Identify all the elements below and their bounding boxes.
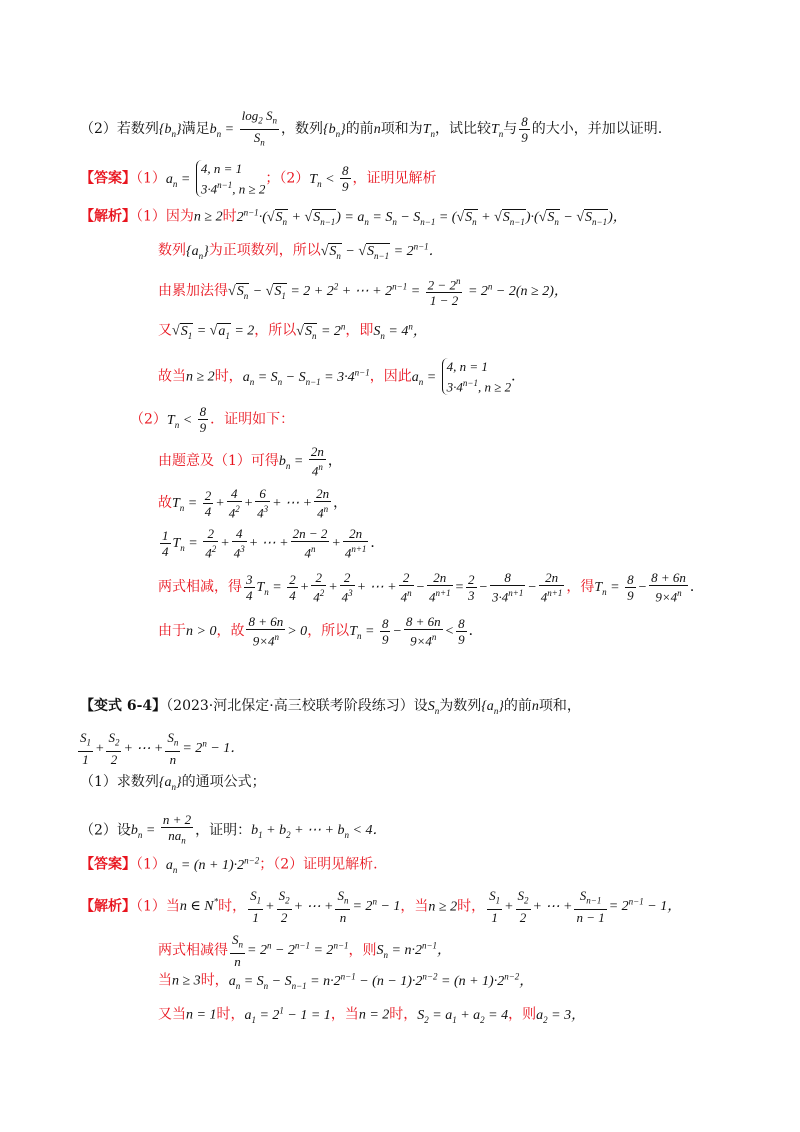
math: $a_n = S_n - S_{n-1} = 3\cdot 4^{n-1}$ [242, 367, 370, 387]
math: $√S_n - √S_1 = 2 + 2^2$ + ⋯ + $2^{n-1}$ = [228, 281, 424, 301]
math: n ≥ 2 [193, 209, 223, 225]
variant-q1: （1）求数列$\{a_n\}$的通项公式； [80, 774, 266, 792]
variant-analysis-3: 当n ≥ 3时，$a_n = S_n - S_{n-1} = n\cdot 2^{n-1} - (n - 1)\cdot 2^{n-2} = (n + 1)\cdot 2^{n-2}$， [158, 971, 534, 991]
analysis-line-3: 由累加法得$√S_n - √S_1 = 2 + 2^2$ + ⋯ + $2^{n-1}$ = $\frac{2 - 2^n}{1 - 2}$ = $2^n - 2(n \ge 2)$， [158, 276, 568, 309]
math: $T_n$ = [172, 496, 201, 513]
math-fraction: $\frac{2n}{4^n}$ [310, 444, 324, 479]
math: $T_n$ < [309, 171, 339, 189]
variant-equation: $\frac{S_1}{1}$ + $\frac{S_2}{2}$ + ⋯ + $\frac{S_n}{n}$ = $2^n - 1$． [80, 730, 245, 767]
math-fraction: $\frac{8}{9}$ [521, 113, 528, 145]
variant-header: 【变式 6-4】（2023·河北保定·高三校联考阶段练习）设$S_n$为数列$\{a_n\}$的前n项和， [80, 698, 581, 716]
analysis-line-9: $\frac{1}{4}$ $T_n$ = $\frac{2}{4^2}$ + $\frac{4}{4^3}$ + ⋯ + $\frac{2n - 2}{4^n}$ + $\frac{2n}{4^{n+1}}$ ． [162, 526, 385, 561]
math-fraction: $\frac{8}{9}$ [342, 163, 349, 195]
math: $a_n$ = [411, 369, 440, 387]
math: $S_n = 4^n$， [373, 321, 427, 341]
math-cases: 4, n = 1 $3\cdot 4^{n-1}$, n ≥ 2 [442, 358, 511, 395]
answer-block: 【答案】$(1)a_n$ = 4, n = 1 $3\cdot 4^{n-1}$, n ≥ 2 ；$(2)T_n$ < $\frac{8}{9}$ ，证明见解析 [80, 161, 437, 197]
math: n [373, 122, 381, 138]
question-2: （2）若数列$\{b_n\}$满足$b_n$ = $\frac{\log_2 S_n}{S_n}$ ，数列$\{b_n\}$的前n项和为$T_n$，试比较$T_n$与 $\frac{8}{9}$ 的大小，并加以证明. [80, 108, 662, 150]
math: $\{b_n\}$ [322, 122, 346, 139]
variant-analysis-1: 【解析】（1）当n ∈ N*时， $\frac{S_1}{1}$ + $\frac{S_2}{2}$ + ⋯ + $\frac{S_n}{n}$ = $2^n - 1$，当n ≥ 2时， $\frac{S_1}{1}$ + $\frac{S_2}{2}$ + ⋯ + $\frac{S_{n-1}}{n - 1}$ = $2^{n-1} - 1$， [80, 888, 682, 925]
math: n [531, 699, 539, 714]
math-cases: 4, n = 1 $3\cdot 4^{n-1}$, n ≥ 2 [196, 160, 265, 197]
math: $\{a_n\}$ [481, 699, 504, 716]
math: $b_1 + b_2$ + ⋯ + $b_n < 4$． [251, 823, 387, 841]
math: $b_n$ = [278, 454, 307, 471]
analysis-line-10: 两式相减，得 $\frac{3}{4}$ $T_n$ = $\frac{2}{4}$ + $\frac{2}{4^2}$ + $\frac{2}{4^3}$ + ⋯ + $\frac{2}{4^n}$ − $\frac{2n}{4^{n+1}}$ = $\frac{2}{3}$ − $\frac{8}{3\cdot 4^{n+1}}$ − $\frac{2n}{4^{n+1}}$ ，得$T_n$ = $\frac{8}{9}$ − $\frac{8 + 6n}{9\times 4^n}$ ． [158, 570, 704, 605]
math: $\{a_n\}$ [186, 243, 209, 261]
analysis-line-4: 又$√S_1 = √a_1 = 2$，所以$√S_n = 2^n$，即$S_n = 4^n$， [158, 321, 427, 341]
math: n ≥ 2 [186, 369, 215, 385]
math-fraction: $\frac{\log_2 S_n}{S_n}$ [240, 108, 279, 150]
math: $\{a_n\}$ [158, 775, 182, 792]
math: n > 0 [186, 624, 217, 640]
math: $√S_n - √S_{n-1} = 2^{n-1}$． [320, 241, 443, 261]
math: $a_n = (n + 1)\cdot 2^{n-2}$ [165, 855, 260, 875]
math: $S_n$ [427, 699, 440, 716]
math-fraction: $\frac{8}{9}$ [199, 404, 207, 435]
variant-analysis-2: 两式相减得 $\frac{S_n}{n}$ = $2^n - 2^{n-1} = 2^{n-1}$，则$S_n = n\cdot 2^{n-1}$， [158, 932, 452, 969]
math: $2^{n-1}\cdot(√S_n + √S_{n-1}) = a_n = S_n - S_{n-1} = (√S_n + √S_{n-1})\cdot(√S_n - √S_{n-1})$， [236, 207, 627, 227]
math: $a_n$ = [165, 171, 194, 189]
analysis-line-8: 故$T_n$ = $\frac{2}{4}$ + $\frac{4}{4^2}$ + $\frac{6}{4^3}$ + ⋯ + $\frac{2n}{4^n}$ ， [158, 486, 348, 521]
math: $T_n$ < [166, 412, 196, 430]
math: $T_n$ [422, 122, 435, 139]
math-fraction: $\frac{2 - 2^n}{1 - 2}$ [427, 276, 461, 309]
analysis-line-11: 由于n > 0，故 $\frac{8 + 6n}{9\times 4^n}$ > 0，所以$T_n$ = $\frac{8}{9}$ − $\frac{8 + 6n}{9\times 4^n}$ < $\frac{8}{9}$ ． [158, 614, 483, 649]
analysis-line-1: 【解析】（1）因为n ≥ 2时$2^{n-1}\cdot(√S_n + √S_{n-1}) = a_n = S_n - S_{n-1} = (√S_n + √S_{n-1})\cdot(√S_n - √S_{n-1})$， [80, 207, 627, 227]
math: $√S_n = 2^n$ [296, 321, 346, 341]
analysis-line-5: 故当n ≥ 2时，$a_n = S_n - S_{n-1} = 3\cdot 4^{n-1}$，因此$a_n$ = 4, n = 1 $3\cdot 4^{n-1}$, n ≥ 2 ． [158, 359, 526, 395]
math: $\{b_n\}$ [158, 122, 182, 139]
math: $b_n$ = [209, 122, 238, 139]
math: $b_n$ = [130, 823, 159, 841]
variant-answer: 【答案】$(1)a_n = (n + 1)\cdot 2^{n-2}$；（2）证明见解析. [80, 855, 378, 875]
math: $T_n$ [490, 122, 504, 139]
math: = $2^n - 2(n \ge 2)$， [464, 281, 568, 300]
math: $√S_1 = √a_1 = 2$ [172, 323, 255, 341]
analysis-line-7: 由题意及（1）可得$b_n$ = $\frac{2n}{4^n}$ ， [158, 444, 342, 479]
variant-q2: （2）设$b_n$ = $\frac{n + 2}{na_n}$ ，证明：$b_1 + b_2$ + ⋯ + $b_n < 4$． [80, 812, 386, 849]
analysis-line-6: $(2)T_n$ < $\frac{8}{9}$ ．证明如下： [130, 404, 295, 435]
analysis-line-2: 数列$\{a_n\}$为正项数列，所以$√S_n - √S_{n-1} = 2^{n-1}$． [158, 241, 443, 261]
variant-analysis-4: 又当n = 1时，$a_1 = 2^1 - 1 = 1$，当n = 2时，$S_2 = a_1 + a_2 = 4$，则$a_2 = 3$， [158, 1005, 586, 1025]
